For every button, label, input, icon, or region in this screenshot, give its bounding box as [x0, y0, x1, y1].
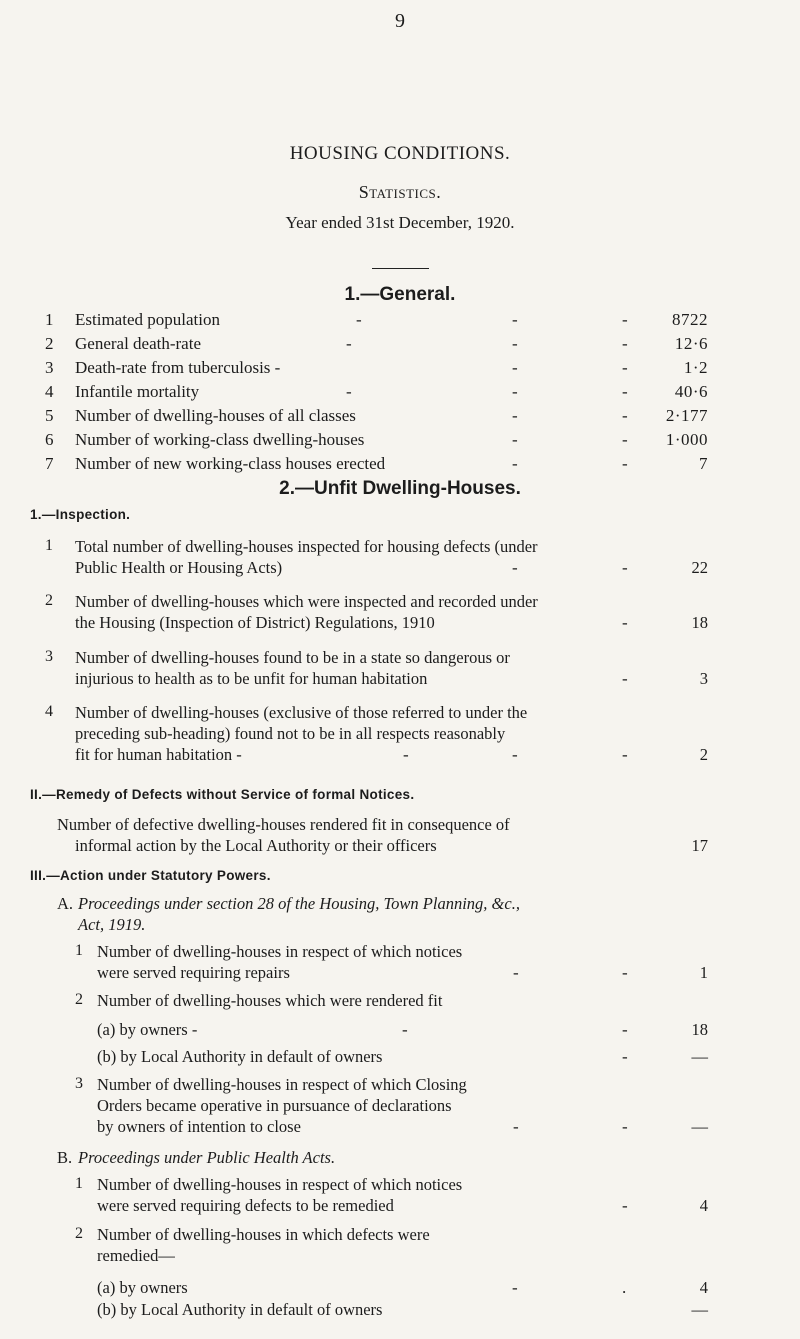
general-item-number: 1	[45, 310, 54, 329]
leader-dash: -	[512, 310, 518, 329]
leader-dash: -	[512, 358, 518, 377]
general-item-label: Death-rate from tuberculosis -	[75, 358, 281, 377]
inspection-item-line: fit for human habitation -	[75, 745, 242, 764]
leader-dash: -	[622, 406, 628, 425]
section-a-item-value: —	[691, 1117, 708, 1136]
general-item-value: 12·6	[674, 334, 708, 353]
section-b-item-value: 4	[699, 1196, 708, 1215]
inspection-item-line: Public Health or Housing Acts)	[75, 558, 283, 577]
page-title: HOUSING CONDITIONS.	[289, 143, 511, 164]
inspection-item-number: 2	[45, 592, 53, 609]
inspection-item-line: Number of dwelling-houses found to be in a state so dangerous or	[75, 648, 510, 667]
inspection-item-number: 4	[45, 703, 53, 720]
section-b-item-line: remedied—	[97, 1246, 175, 1265]
section-a-subitem-value: 18	[691, 1020, 708, 1039]
leader-dash: -	[622, 669, 628, 688]
inspection-item-line: Number of dwelling-houses which were inspected and recorded under	[75, 592, 538, 611]
section-a-item-line: Number of dwelling-houses in respect of which Closing	[97, 1075, 467, 1094]
inspection-item-value: 22	[691, 558, 708, 577]
section-a-item-number: 2	[75, 991, 83, 1008]
section-b-item-line: were served requiring defects to be remedied	[97, 1196, 394, 1215]
page-subtitle: Statistics.	[358, 182, 442, 202]
leader-dash: -	[346, 382, 352, 401]
inspection-item-number: 1	[45, 537, 53, 554]
section-b-subitem-value: 4	[699, 1278, 708, 1297]
inspection-heading: 1.—Inspection.	[30, 507, 131, 522]
leader-dash: -	[622, 382, 628, 401]
section-a-subitem: (a) by owners -	[97, 1020, 198, 1039]
leader-dash: -	[512, 334, 518, 353]
general-item-value: 1·2	[683, 358, 708, 377]
inspection-item-value: 3	[699, 669, 708, 688]
general-item-label: Infantile mortality	[75, 382, 200, 401]
leader-dash: -	[622, 963, 628, 982]
inspection-item-line: Number of dwelling-houses (exclusive of those referred to under the	[75, 703, 528, 722]
leader-dash: -	[622, 745, 628, 764]
year-line: Year ended 31st December, 1920.	[285, 213, 515, 232]
leader-dash: -	[622, 1196, 628, 1215]
title-rule	[372, 268, 429, 269]
inspection-item-line: the Housing (Inspection of District) Regulations, 1910	[75, 613, 435, 632]
general-item-number: 4	[45, 382, 54, 401]
leader-dash: -	[622, 1047, 628, 1066]
section-a-item-number: 3	[75, 1075, 83, 1092]
section-a-item-line: were served requiring repairs	[97, 963, 290, 982]
inspection-item-value: 2	[699, 745, 708, 764]
statutory-heading: III.—Action under Statutory Powers.	[30, 868, 271, 883]
general-item-number: 7	[45, 454, 54, 473]
leader-dash: -	[622, 558, 628, 577]
leader-dash: -	[512, 430, 518, 449]
general-item-value: 2·177	[665, 406, 708, 425]
remedy-heading: II.—Remedy of Defects without Service of formal Notices.	[30, 787, 415, 802]
section-b-letter: B.	[57, 1148, 73, 1167]
general-item-number: 6	[45, 430, 54, 449]
leader-dash: .	[622, 1278, 627, 1297]
remedy-line: informal action by the Local Authority or their officers	[75, 836, 437, 855]
leader-dash: -	[356, 310, 362, 329]
section-a-item-line: by owners of intention to close	[97, 1117, 301, 1136]
inspection-item-line: Total number of dwelling-houses inspected for housing defects (under	[75, 537, 538, 556]
remedy-value: 17	[691, 836, 708, 855]
leader-dash: -	[512, 1278, 518, 1297]
section-a-subitem-value: —	[691, 1047, 708, 1066]
page-number: 9	[395, 10, 405, 32]
section-a-item-value: 1	[699, 963, 708, 982]
leader-dash: -	[512, 406, 518, 425]
leader-dash: -	[622, 1117, 628, 1136]
section-b-subitem: (b) by Local Authority in default of owners	[97, 1300, 383, 1319]
section-a-title: Proceedings under section 28 of the Housing, Town Planning, &c.,	[78, 894, 520, 913]
section-b-item-number: 2	[75, 1225, 83, 1242]
leader-dash: -	[622, 430, 628, 449]
leader-dash: -	[622, 334, 628, 353]
leader-dash: -	[513, 1117, 519, 1136]
section-b-item-number: 1	[75, 1175, 83, 1192]
inspection-item-line: preceding sub-heading) found not to be in all respects reasonably	[75, 724, 506, 743]
section-b-subitem-value: —	[691, 1300, 708, 1319]
general-heading: 1.—General.	[344, 284, 456, 305]
section-a-subitem: (b) by Local Authority in default of owners	[97, 1047, 383, 1066]
general-item-value: 7	[699, 454, 708, 473]
leader-dash: -	[402, 1020, 408, 1039]
leader-dash: -	[512, 454, 518, 473]
general-item-number: 5	[45, 406, 54, 425]
section-b-title: Proceedings under Public Health Acts.	[78, 1148, 336, 1167]
inspection-item-value: 18	[691, 613, 708, 632]
general-item-value: 8722	[672, 310, 708, 329]
general-item-label: Number of dwelling-houses of all classes	[75, 406, 356, 425]
inspection-item-number: 3	[45, 648, 53, 665]
leader-dash: -	[622, 358, 628, 377]
leader-dash: -	[512, 558, 518, 577]
section-a-item-line: Number of dwelling-houses which were rendered fit	[97, 991, 443, 1010]
leader-dash: -	[403, 745, 409, 764]
leader-dash: -	[622, 310, 628, 329]
leader-dash: -	[622, 454, 628, 473]
section-a-item-line: Number of dwelling-houses in respect of which notices	[97, 942, 463, 961]
general-item-value: 1·000	[665, 430, 708, 449]
leader-dash: -	[622, 1020, 628, 1039]
general-item-label: Number of working-class dwelling-houses	[75, 430, 365, 449]
general-item-value: 40·6	[674, 382, 708, 401]
general-item-number: 2	[45, 334, 54, 353]
general-item-label: Estimated population	[75, 310, 220, 329]
general-item-label: Number of new working-class houses erected	[75, 454, 386, 473]
section-b-item-line: Number of dwelling-houses in respect of which notices	[97, 1175, 463, 1194]
general-item-label: General death-rate	[75, 334, 201, 353]
leader-dash: -	[512, 382, 518, 401]
leader-dash: -	[346, 334, 352, 353]
section-a-item-number: 1	[75, 942, 83, 959]
remedy-line: Number of defective dwelling-houses rendered fit in consequence of	[57, 815, 510, 834]
section-b-item-line: Number of dwelling-houses in which defects were	[97, 1225, 430, 1244]
section-a-letter: A.	[57, 894, 74, 913]
leader-dash: -	[512, 745, 518, 764]
section-a-item-line: Orders became operative in pursuance of declarations	[97, 1096, 452, 1115]
section-b-subitem: (a) by owners	[97, 1278, 188, 1297]
section-a-title: Act, 1919.	[78, 915, 146, 934]
unfit-heading: 2.—Unfit Dwelling-Houses.	[279, 478, 521, 499]
leader-dash: -	[622, 613, 628, 632]
leader-dash: -	[513, 963, 519, 982]
general-item-number: 3	[45, 358, 54, 377]
inspection-item-line: injurious to health as to be unfit for human habitation	[75, 669, 428, 688]
